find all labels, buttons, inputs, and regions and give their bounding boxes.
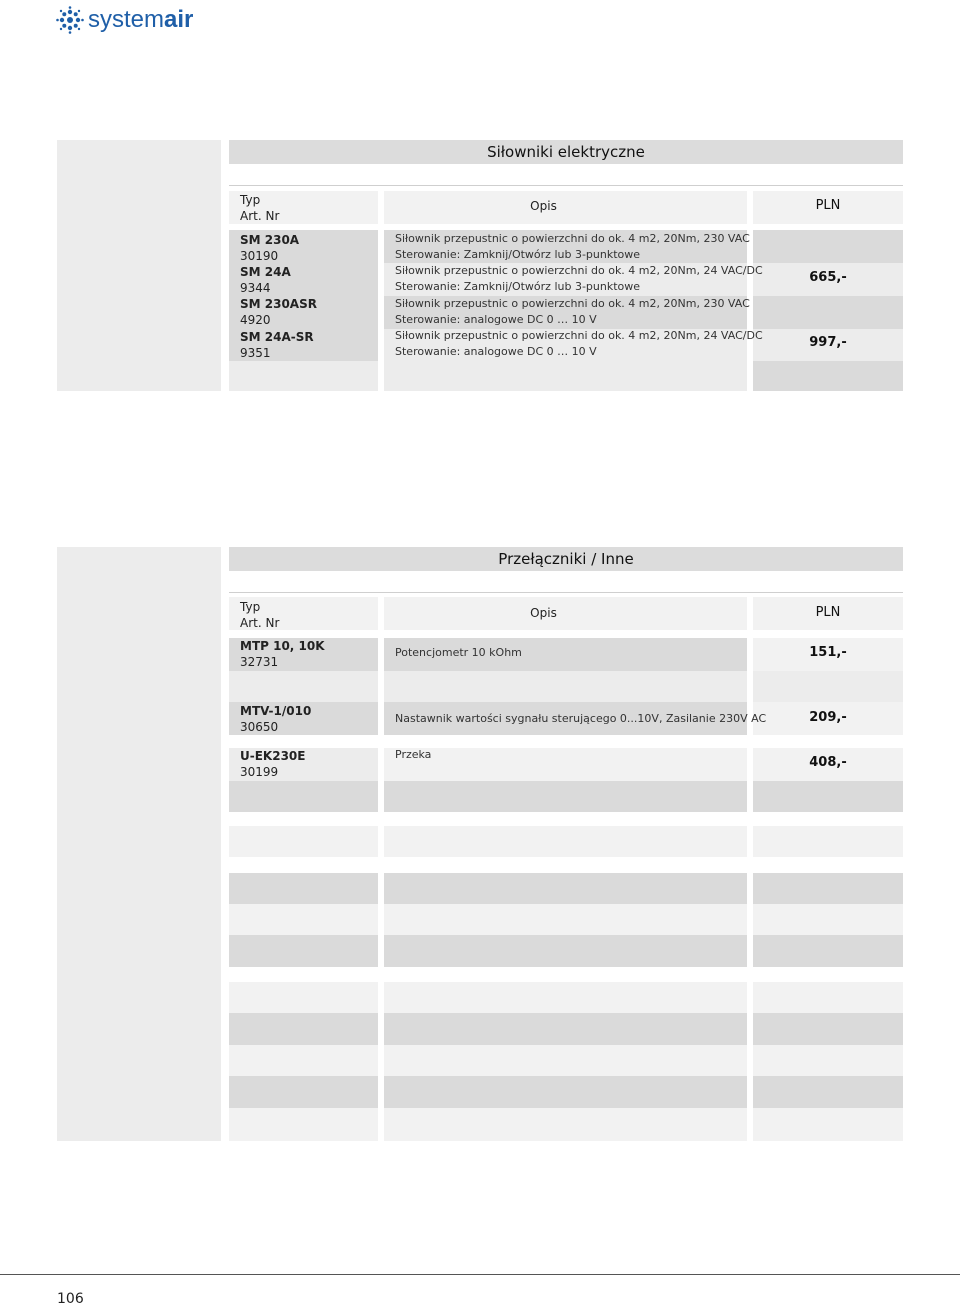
row-code: SM 24A-SR <box>240 330 314 344</box>
cell <box>384 781 747 812</box>
row-control: Sterowanie: Zamknij/Otwórz lub 3-punktowe <box>395 248 641 261</box>
row-code: SM 230ASR <box>240 297 317 311</box>
row-description: Potencjometr 10 kOhm <box>395 646 522 659</box>
cell <box>753 671 903 702</box>
price: 151,- <box>809 645 847 660</box>
cell <box>384 935 747 967</box>
cell <box>753 1013 903 1045</box>
row-code: MTV-1/010 <box>240 704 312 718</box>
cell <box>384 826 747 857</box>
row-description: Siłownik przepustnic o powierzchni do ok. 4 m2, 20Nm, 230 VAC <box>395 297 750 310</box>
cell <box>753 1076 903 1108</box>
price-block <box>753 230 903 263</box>
header-opis: Opis <box>530 199 557 213</box>
row-code: U-EK230E <box>240 749 306 763</box>
cell <box>753 826 903 857</box>
row-artnr: 4920 <box>240 313 271 327</box>
cell <box>229 935 378 967</box>
image-placeholder-1 <box>57 140 221 391</box>
cell <box>229 781 378 812</box>
table1-title: Siłowniki elektryczne <box>487 143 645 161</box>
price: 408,- <box>809 755 847 770</box>
cell <box>753 935 903 967</box>
cell <box>384 671 747 702</box>
row-code: SM 230A <box>240 233 300 247</box>
divider <box>229 592 903 593</box>
cell <box>384 1045 747 1076</box>
cell <box>384 1013 747 1045</box>
page-number: 106 <box>57 1291 84 1307</box>
cell <box>753 1045 903 1076</box>
header-pln: PLN <box>815 198 841 213</box>
cell <box>229 1076 378 1108</box>
systemair-logo-icon <box>56 6 84 34</box>
price-block <box>753 296 903 329</box>
row-control: Sterowanie: analogowe DC 0 … 10 V <box>395 345 597 358</box>
row-code: SM 24A <box>240 265 291 279</box>
cell <box>753 1108 903 1141</box>
header-typ: Typ <box>240 600 261 614</box>
cell <box>229 1108 378 1141</box>
header-pln: PLN <box>815 605 841 620</box>
cell <box>753 982 903 1013</box>
header-artnr: Art. Nr <box>240 209 280 223</box>
brand-name-light: system <box>88 6 165 33</box>
cell <box>753 904 903 935</box>
row-description: Siłownik przepustnic o powierzchni do ok. 4 m2, 20Nm, 230 VAC <box>395 232 750 245</box>
row-description: Siłownik przepustnic o powierzchni do ok. 4 m2, 20Nm, 24 VAC/DC <box>395 329 763 342</box>
price: 209,- <box>809 710 847 725</box>
table2-title: Przełączniki / Inne <box>498 550 634 568</box>
price: 997,- <box>809 335 847 350</box>
row-artnr: 30650 <box>240 720 279 734</box>
row-control: Sterowanie: analogowe DC 0 … 10 V <box>395 313 597 326</box>
row-artnr: 30190 <box>240 249 279 263</box>
row-artnr: 9351 <box>240 346 271 360</box>
row-description: Nastawnik wartości sygnału sterującego 0...10V, Zasilanie 230V AC <box>395 712 767 725</box>
price-filler <box>753 361 903 391</box>
header-opis: Opis <box>530 606 557 620</box>
row-artnr: 30199 <box>240 765 279 779</box>
cell <box>753 781 903 812</box>
header-artnr: Art. Nr <box>240 616 280 630</box>
header-typ: Typ <box>240 193 261 207</box>
row-description: Siłownik przepustnic o powierzchni do ok. 4 m2, 20Nm, 24 VAC/DC <box>395 264 763 277</box>
row-control: Sterowanie: Zamknij/Otwórz lub 3-punktowe <box>395 280 641 293</box>
price: 665,- <box>809 270 847 285</box>
image-placeholder-2 <box>57 547 221 1141</box>
typ-column-filler <box>229 361 378 391</box>
brand-logo <box>56 4 206 36</box>
cell <box>384 748 747 781</box>
cell <box>229 1013 378 1045</box>
cell <box>229 982 378 1013</box>
footer-rule <box>0 1274 960 1275</box>
cell <box>384 1108 747 1141</box>
cell <box>229 826 378 857</box>
brand-name-bold: air <box>164 6 194 33</box>
cell <box>384 873 747 904</box>
divider <box>229 185 903 186</box>
row-artnr: 9344 <box>240 281 271 295</box>
row-artnr: 32731 <box>240 655 279 669</box>
row-description: Przeka <box>395 748 432 761</box>
cell <box>229 904 378 935</box>
cell <box>753 873 903 904</box>
cell <box>229 873 378 904</box>
cell <box>384 904 747 935</box>
cell <box>229 671 378 702</box>
opis-filler <box>384 361 747 391</box>
cell <box>384 1076 747 1108</box>
cell <box>229 1045 378 1076</box>
row-code: MTP 10, 10K <box>240 639 325 653</box>
cell <box>384 982 747 1013</box>
